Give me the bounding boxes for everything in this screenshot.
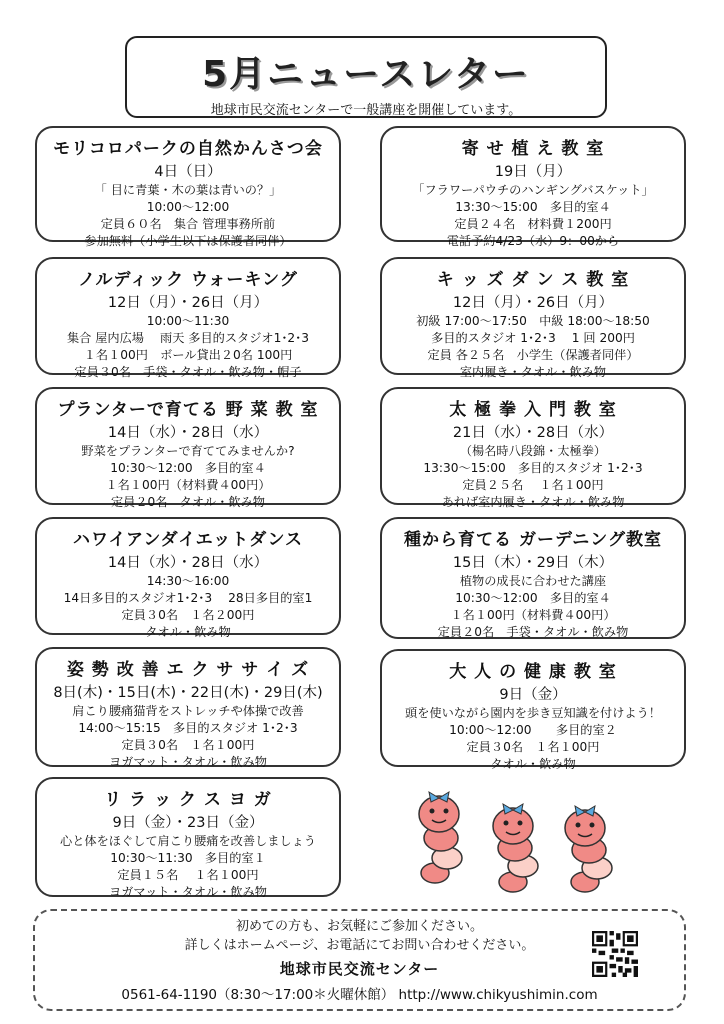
class-detail: 電話予約4/23（水）9：00から bbox=[446, 234, 620, 248]
class-card-yoseue bbox=[380, 126, 686, 248]
center-name: 地球市民交流センター bbox=[279, 960, 440, 978]
class-detail: 初級 17:00〜17:50 中級 18:00〜18:50 bbox=[416, 314, 650, 328]
class-detail: タオル・飲み物 bbox=[145, 625, 231, 639]
class-detail: 10:00〜12:00 多目的室２ bbox=[449, 723, 617, 737]
class-detail: 10:30〜11:30 多目的室１ bbox=[110, 851, 266, 865]
class-date: 4日（日） bbox=[154, 164, 222, 180]
class-card-adult-health bbox=[380, 649, 686, 771]
class-card-gardening bbox=[380, 517, 686, 639]
class-card-nordic bbox=[35, 257, 341, 379]
class-detail: 肩こり腰痛猫背をストレッチや体操で改善 bbox=[72, 704, 304, 718]
class-detail: タオル・飲み物 bbox=[490, 757, 576, 771]
class-detail: 定員３0名 手袋・タオル・飲み物・帽子 bbox=[74, 365, 302, 379]
class-date: 12日（月）・26日（月） bbox=[107, 295, 269, 311]
class-detail: 10:30〜12:00 多目的室４ bbox=[110, 461, 266, 475]
class-date: 14日（水）・28日（水） bbox=[107, 555, 269, 571]
caterpillar-3 bbox=[565, 806, 612, 892]
class-title: 寄 せ 植 え 教 室 bbox=[461, 139, 605, 159]
page-title: 5月ニュースレター bbox=[202, 54, 530, 95]
class-date: 15日（木）・29日（木） bbox=[452, 555, 614, 571]
class-detail: 定員２５名 １名１00円 bbox=[462, 478, 604, 492]
class-title: 姿 勢 改 善 エ ク サ サ イ ズ bbox=[66, 660, 310, 680]
footer-line-1: 初めての方も、お気軽にご参加ください。 bbox=[235, 919, 483, 934]
class-detail: あれば室内履き・タオル・飲み物 bbox=[441, 495, 625, 509]
class-date: 8日(木)・15日(木)・22日(木)・29日(木) bbox=[53, 685, 323, 701]
class-detail: 14:30〜16:00 bbox=[146, 574, 230, 588]
class-card-kids-dance bbox=[380, 257, 686, 379]
class-detail: 植物の成長に合わせた講座 bbox=[459, 574, 607, 588]
class-date: 9日（金）・23日（金） bbox=[112, 815, 264, 831]
class-detail: 13:30〜15:00 多目的スタジオ 1･2･3 bbox=[423, 461, 643, 475]
contact-info[interactable]: 0561-64-1190（8:30〜17:00＊火曜休館） http://www.chikyushimin.com bbox=[121, 987, 598, 1003]
header bbox=[125, 36, 607, 118]
class-detail: 定員３0名 １名１00円 bbox=[466, 740, 600, 754]
class-title: キ ッ ズ ダ ン ス 教 室 bbox=[436, 270, 630, 290]
class-card-yoga bbox=[35, 777, 341, 897]
class-detail: 定員２４名 材料費１200円 bbox=[454, 217, 612, 231]
class-title: 大 人 の 健 康 教 室 bbox=[449, 662, 617, 682]
page-subtitle: 地球市民交流センターで一般講座を開催しています。 bbox=[210, 103, 522, 118]
class-date: 12日（月）・26日（月） bbox=[452, 295, 614, 311]
class-card-posture bbox=[35, 647, 341, 767]
class-detail: （楊名時八段錦・太極拳） bbox=[459, 444, 607, 458]
class-card-taichi bbox=[380, 387, 686, 509]
class-title: プランターで育てる 野 菜 教 室 bbox=[57, 400, 319, 420]
class-detail: 定員 各２５名 小学生（保護者同伴） bbox=[427, 348, 639, 362]
class-detail: 13:30〜15:00 多目的室４ bbox=[455, 200, 611, 214]
class-detail: ヨガマット・タオル・飲み物 bbox=[109, 885, 267, 899]
class-detail: １名１00円（材料費４00円） bbox=[450, 608, 616, 622]
class-detail: 10:30〜12:00 多目的室４ bbox=[455, 591, 611, 605]
class-title: ハワイアンダイエットダンス bbox=[73, 530, 303, 550]
class-date: 9日（金） bbox=[499, 687, 567, 703]
class-detail: 「 目に青葉・木の葉は青いの？」 bbox=[94, 183, 282, 197]
caterpillar-mascot bbox=[405, 778, 635, 898]
class-card-vegetable bbox=[35, 387, 341, 509]
qr-code-icon[interactable] bbox=[592, 931, 638, 977]
class-detail: １名１00円 ボール貸出２0名 100円 bbox=[83, 348, 293, 362]
class-detail: 14:00〜15:15 多目的スタジオ 1･2･3 bbox=[78, 721, 298, 735]
class-title: リ ラ ッ ク ス ヨ ガ bbox=[104, 790, 272, 810]
class-title: ノルディック ウォーキング bbox=[78, 270, 298, 290]
class-detail: １名１00円（材料費４00円） bbox=[105, 478, 271, 492]
class-detail: 参加無料（小学生以下は保護者同伴） bbox=[84, 234, 292, 248]
class-detail: 定員２0名 タオル・飲み物 bbox=[110, 495, 265, 509]
class-detail: 定員１５名 １名１00円 bbox=[117, 868, 259, 882]
class-detail: 頭を使いながら園内を歩き豆知識を付けよう！ bbox=[405, 706, 661, 720]
class-detail: 「フラワーパウチのハンギングバスケット」 bbox=[412, 183, 654, 197]
class-card-nature bbox=[35, 126, 341, 248]
class-date: 14日（水）・28日（水） bbox=[107, 425, 269, 441]
class-detail: 10:00〜11:30 bbox=[146, 314, 230, 328]
class-card-hawaiian-dance bbox=[35, 517, 341, 639]
class-detail: 定員３0名 １名２00円 bbox=[121, 608, 255, 622]
class-date: 21日（水）・28日（水） bbox=[452, 425, 614, 441]
class-detail: 定員３0名 １名１00円 bbox=[121, 738, 255, 752]
footer-info bbox=[33, 909, 686, 1011]
class-detail: 室内履き・タオル・飲み物 bbox=[459, 365, 607, 379]
class-date: 19日（月） bbox=[494, 164, 572, 180]
class-detail: 14日多目的スタジオ1･2･3 28日多目的室1 bbox=[63, 591, 313, 605]
class-title: 種から育てる ガーデニング教室 bbox=[404, 530, 662, 550]
class-title: 太 極 拳 入 門 教 室 bbox=[449, 400, 617, 420]
class-detail: 集合 屋内広場 雨天 多目的スタジオ1･2･3 bbox=[66, 331, 310, 345]
class-detail: 心と体をほぐして肩こり腰痛を改善しましょう bbox=[60, 834, 316, 848]
caterpillar-1 bbox=[419, 792, 462, 883]
footer-line-2: 詳しくはホームページ、お電話にてお問い合わせください。 bbox=[184, 938, 535, 953]
class-detail: 10:00〜12:00 bbox=[146, 200, 230, 214]
class-detail: 定員６０名 集合 管理事務所前 bbox=[100, 217, 276, 231]
class-detail: 定員２0名 手袋・タオル・飲み物 bbox=[437, 625, 629, 639]
class-detail: 多目的スタジオ 1･2･3 1 回 200円 bbox=[431, 331, 635, 345]
class-detail: ヨガマット・タオル・飲み物 bbox=[109, 755, 267, 769]
caterpillar-2 bbox=[493, 804, 538, 892]
class-title: モリコロパークの自然かんさつ会 bbox=[53, 139, 323, 159]
class-detail: 野菜をプランターで育ててみませんか? bbox=[81, 444, 295, 458]
